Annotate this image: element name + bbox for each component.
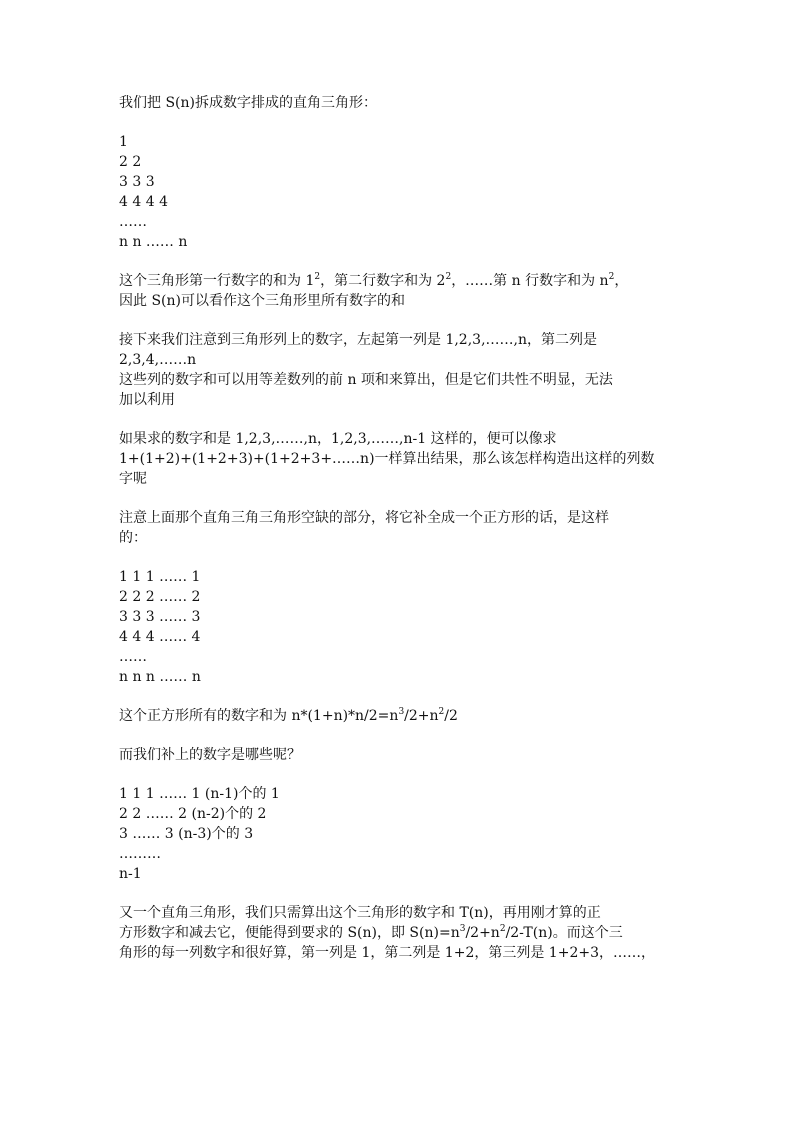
triangle-block (119, 132, 679, 252)
text-span: 这个正方形所有的数字和为 n*(1+n)*n/2=n (119, 708, 399, 724)
paragraph-line: 这些列的数字和可以用等差数列的前 n 项和来算出，但是它们共性不明显，无法 (119, 372, 613, 388)
text-span: /2+n (465, 925, 500, 941)
paragraph-line: 字呢 (119, 471, 147, 487)
square-row: 4 4 4 …… 4 (119, 629, 201, 645)
row-sums-line-1 (119, 271, 679, 291)
triangle-row: 3 3 3 (119, 174, 155, 190)
square-row: 2 2 2 …… 2 (119, 589, 201, 605)
added-row: 3 …… 3 (n-3)个的 3 (119, 826, 254, 842)
paragraph-line: 如果求的数字和是 1,2,3,……,n，1,2,3,……,n-1 这样的，便可以像求 (119, 431, 557, 447)
text-span: /2 (444, 708, 458, 724)
triangle-row: n n …… n (119, 234, 188, 250)
paragraph-line: 接下来我们注意到三角形列上的数字，左起第一列是 1,2,3,……,n，第二列是 (119, 332, 597, 348)
exponent: 3 (459, 924, 466, 934)
exponent: 2 (445, 272, 452, 282)
square-block (119, 567, 679, 687)
text-span: ， (614, 273, 629, 289)
square-row: n n n …… n (119, 669, 201, 685)
fill-paragraph (119, 508, 679, 548)
exponent: 2 (608, 272, 615, 282)
document-page (119, 93, 679, 963)
paragraph-line: 角形的每一列数字和很好算，第一列是 1，第二列是 1+2，第三列是 1+2+3，……， (119, 945, 655, 961)
square-sum-formula (119, 706, 679, 726)
triangle-row: 4 4 4 4 (119, 194, 168, 210)
added-row: 2 2 …… 2 (n-2)个的 2 (119, 806, 267, 822)
construct-paragraph (119, 429, 679, 489)
square-row: 3 3 3 …… 3 (119, 609, 201, 625)
intro-text: 我们把 S(n)拆成数字排成的直角三角形： (119, 95, 377, 111)
square-row: 1 1 1 …… 1 (119, 569, 201, 585)
exponent: 2 (438, 707, 445, 717)
question-text: 而我们补上的数字是哪些呢？ (119, 747, 301, 763)
paragraph-line: 注意上面那个直角三角三角形空缺的部分，将它补全成一个正方形的话，是这样 (119, 510, 609, 526)
triangle-row: 2 2 (119, 154, 142, 170)
text-span: /2-T(n)。而这个三 (505, 925, 623, 941)
triangle-row: 1 (119, 134, 128, 150)
exponent: 2 (499, 924, 506, 934)
exponent: 2 (314, 272, 321, 282)
paragraph-line: 的： (119, 530, 147, 546)
final-paragraph (119, 903, 679, 963)
added-row: 1 1 1 …… 1 (n-1)个的 1 (119, 786, 280, 802)
paragraph-line: 又一个直角三角形，我们只需算出这个三角形的数字和 T(n)，再用刚才算的正 (119, 905, 601, 921)
text-span: ，……第 n 行数字和为 n (451, 273, 609, 289)
added-block (119, 784, 679, 884)
text-span: /2+n (404, 708, 439, 724)
square-row: …… (119, 649, 147, 665)
triangle-row: …… (119, 214, 147, 230)
added-row: n-1 (119, 866, 142, 882)
exponent: 3 (398, 707, 405, 717)
columns-paragraph (119, 330, 679, 410)
text-span: 这个三角形第一行数字的和为 1 (119, 273, 315, 289)
paragraph-line: 1+(1+2)+(1+2+3)+(1+2+3+……n)一样算出结果，那么该怎样构造出这样的列数 (119, 451, 655, 467)
text-span: 方形数字和减去它，便能得到要求的 S(n)，即 S(n)=n (119, 925, 460, 941)
row-sums-line-2: 因此 S(n)可以看作这个三角形里所有数字的和 (119, 293, 405, 309)
paragraph-line (119, 923, 679, 943)
text-span: ，第二行数字和为 2 (320, 273, 446, 289)
paragraph-line: 加以利用 (119, 392, 175, 408)
paragraph-line: 2,3,4,……n (119, 352, 197, 368)
added-row: ……… (119, 846, 161, 862)
